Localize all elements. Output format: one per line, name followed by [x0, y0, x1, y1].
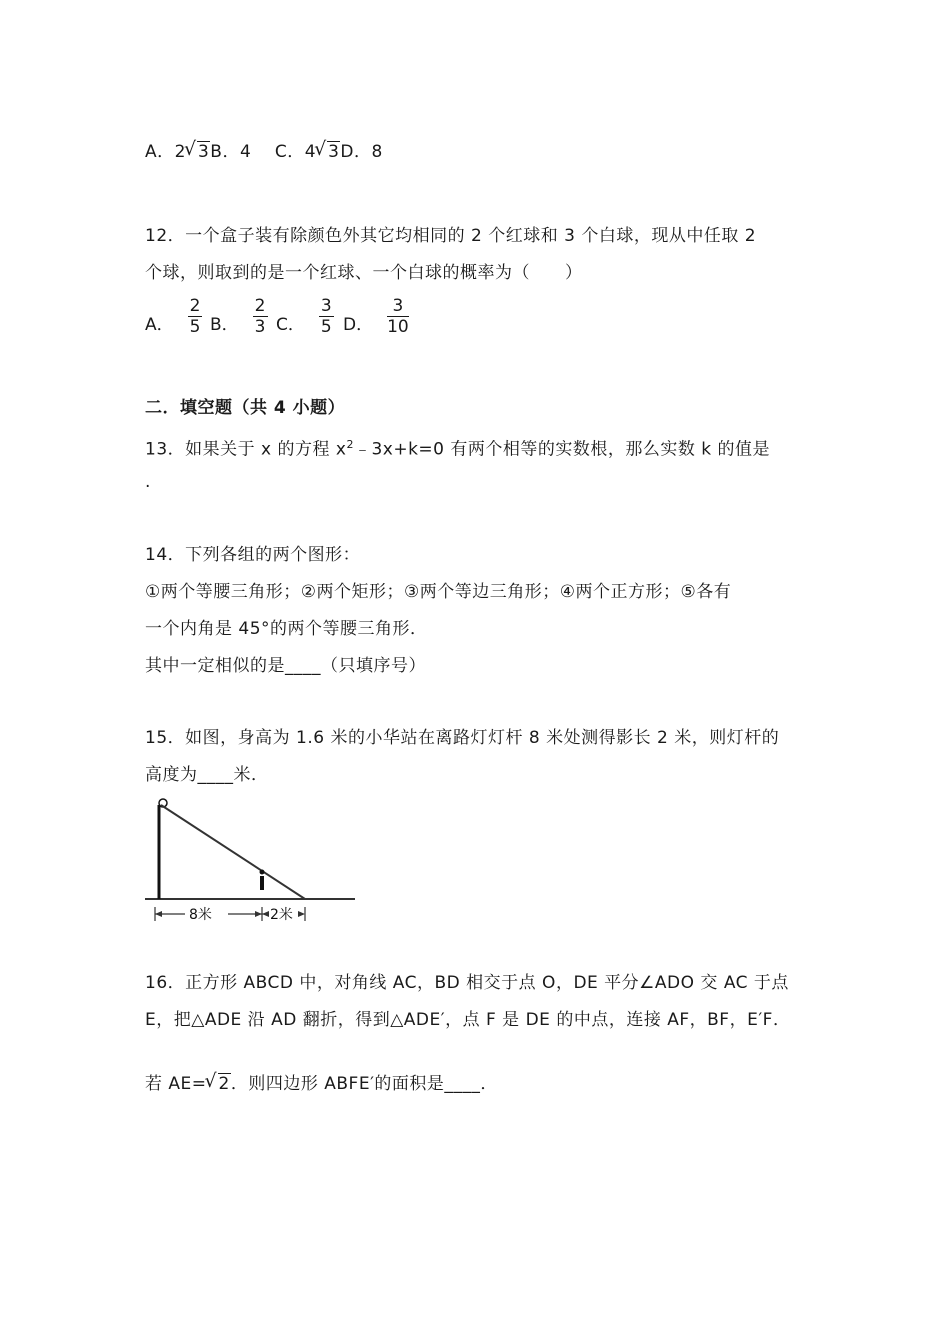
sqrt-symbol: √ 3 [187, 140, 210, 164]
q11-option-c-label: C．4 [274, 142, 317, 162]
q12-option-a [145, 296, 206, 337]
q13-line1: 13．如果关于 x 的方程 $x^2﹣3x+k=0$ 有两个相等的实数根，那么实数 k 的值是 [145, 438, 771, 460]
lamp-shadow-figure [145, 795, 357, 927]
q14-line3: 一个内角是 45°的两个等腰三角形． [145, 619, 428, 639]
q12-line2: 个球，则取到的是一个红球、一个白球的概率为（ ） [145, 263, 583, 283]
q12-option-d [343, 296, 413, 337]
q14-line4: 其中一定相似的是____（只填序号） [145, 656, 426, 676]
q12-option-b-label: B． [210, 315, 239, 335]
light-ray [161, 805, 305, 899]
arrow-left-icon [262, 911, 269, 917]
arrow-right-icon [255, 911, 262, 917]
fraction: $\frac{3}{5}$ [320, 296, 332, 337]
q14-line2: ①两个等腰三角形；②两个矩形；③两个等边三角形；④两个正方形；⑤各有 [145, 582, 732, 602]
q12-option-a-label: A． [145, 315, 174, 335]
q15-line1: 15．如图，身高为 1.6 米的小华站在离路灯灯杆 8 米处测得影长 2 米，则灯杆的 [145, 728, 780, 748]
arrow-left-icon [155, 911, 162, 917]
q12-option-d-label: D． [343, 315, 374, 335]
q11-option-b: B．4 [210, 142, 252, 162]
fraction: $\frac{2}{5}$ [189, 296, 201, 337]
sqrt-symbol: √ 2 [208, 1072, 231, 1096]
fraction: $\frac{3}{10}$ [387, 296, 409, 337]
q11-option-a-label: A．2 [145, 142, 186, 162]
person-body [260, 876, 264, 890]
q16-line3: 若 AE=√ 2．则四边形 ABFE′的面积是____． [145, 1072, 498, 1096]
label-2m: 2米 [270, 907, 293, 923]
q16-line2: E，把△ADE 沿 AD 翻折，得到△ADE′，点 F 是 DE 的中点，连接 AF，BF，E′F． [145, 1010, 791, 1030]
q16-line1: 16．正方形 ABCD 中，对角线 AC，BD 相交于点 O，DE 平分∠ADO 交 AC 于点 [145, 973, 789, 993]
q14-line1: 14．下列各组的两个图形： [145, 545, 361, 565]
q12-option-c [276, 296, 338, 337]
q12-option-c-label: C． [276, 315, 305, 335]
q15-line2: 高度为____米． [145, 765, 269, 785]
q12-option-b [210, 296, 272, 337]
person-head [260, 870, 265, 875]
fraction: $\frac{2}{3}$ [254, 296, 266, 337]
q11-option-d: D．8 [340, 142, 383, 162]
q12-line1: 12．一个盒子装有除颜色外其它均相同的 2 个红球和 3 个白球，现从中任取 2 [145, 226, 757, 246]
sqrt-symbol: √ 3 [317, 140, 340, 164]
label-8m: 8米 [189, 907, 212, 923]
arrow-right-icon [298, 911, 305, 917]
q13-line2: . [145, 472, 151, 492]
section-title: 二．填空题（共 4 小题） [145, 398, 346, 418]
q11-options [145, 140, 383, 164]
